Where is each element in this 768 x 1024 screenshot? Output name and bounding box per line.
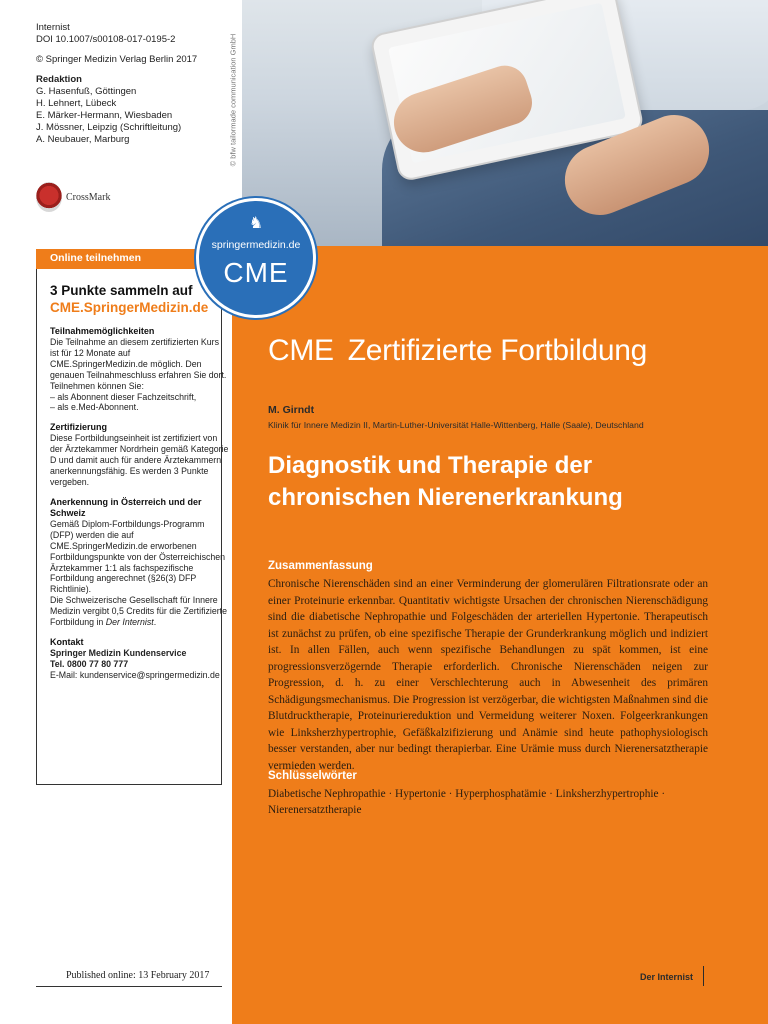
badge-site: springermedizin.de: [211, 239, 301, 251]
points-heading: 3 Punkte sammeln auf: [50, 283, 193, 298]
journal-name: Internist: [36, 22, 70, 33]
section-heading: Zertifizierung: [50, 422, 108, 433]
doi[interactable]: DOI 10.1007/s00108-017-0195-2: [36, 34, 176, 45]
section-body: Diese Fortbildungseinheit ist zertifiziert von der Ärztekammer Nordrhein gemäß Kategorie D und damit auch für andere Ärztekammern anerkennungsfähig. Es werden 3 Punkte vergeben.: [50, 433, 229, 487]
info-box-content: [50, 283, 230, 690]
editor: H. Lehnert, Lübeck: [36, 98, 117, 109]
section-body: Gemäß Diplom-Fortbildungs-Programm (DFP) werden die auf CME.SpringerMedizin.de erworbenen Fortbildungspunkte von der Österreichischen Ärztekammer 1:1 als fachspezifische Fortbildung angerechnet (§26(3) DFP Richtlinie). Die Schweizerische Gesellschaft für Innere Medizin vergibt 0,5 Credits für die Zertifizierte Fortbildung in Der Internist.: [50, 518, 227, 628]
section-heading: Kontakt: [50, 636, 84, 647]
cme-badge[interactable]: [196, 198, 316, 318]
cme-info-box: [36, 245, 229, 785]
section-body: Die Teilnahme an diesem zertifizierten Kurs ist für 12 Monate auf CME.SpringerMedizin.de möglich. Den genauen Teilnahmeschluss erfahren Sie dort. Teilnehmen können Sie: – als Abonnent dieser Fachzeitschrift, – als e.Med-Abonnent.: [50, 337, 227, 413]
editor: J. Mössner, Leipzig (Schriftleitung): [36, 122, 182, 133]
article-title: Diagnostik und Therapie der chronischen Nierenerkrankung: [268, 452, 623, 511]
editor: G. Hasenfuß, Göttingen: [36, 86, 137, 97]
badge-label: CME: [223, 257, 289, 288]
crossmark-icon: [36, 182, 62, 212]
article-metadata: [36, 22, 236, 146]
keywords-heading: Schlüsselwörter: [268, 770, 357, 782]
redaktion-label: Redaktion: [36, 74, 82, 85]
footer-journal: Der Internist: [640, 972, 694, 982]
copyright: © Springer Medizin Verlag Berlin 2017: [36, 54, 198, 65]
header-photo: [242, 0, 768, 246]
abstract-heading: Zusammenfassung: [268, 560, 373, 572]
contact-details: Springer Medizin Kundenservice Tel. 0800 77 80 777 E-Mail: kundenservice@springermedizin.de: [50, 648, 230, 681]
footer-divider: [703, 966, 704, 986]
online-tab[interactable]: Online teilnehmen: [36, 249, 222, 269]
author: M. Girndt: [268, 404, 315, 416]
affiliation: Klinik für Innere Medizin II, Martin-Luther-Universität Halle-Wittenberg, Halle (Saale), Deutschland: [268, 420, 644, 430]
cme-site-link[interactable]: CME.SpringerMedizin.de: [50, 300, 209, 315]
graduation-cap-icon: ♞: [248, 215, 264, 232]
editor: E. Märker-Hermann, Wiesbaden: [36, 110, 173, 121]
crossmark-label: CrossMark: [66, 191, 111, 203]
keywords-text: Diabetische Nephropathie · Hypertonie · Hyperphosphatämie · Linksherzhypertrophie · Nierenersatztherapie: [268, 788, 666, 816]
editor: A. Neubauer, Marburg: [36, 134, 130, 145]
section-heading: Teilnahmemöglichkeiten: [50, 326, 155, 336]
contact-email[interactable]: E-Mail: kundenservice@springermedizin.de: [50, 669, 220, 680]
cme-header: CME Zertifizierte Fortbildung: [268, 334, 648, 367]
photo-credit: © bfw tailormade communication GmbH: [228, 33, 238, 167]
abstract-text: Chronische Nierenschäden sind an einer Verminderung der glomerulären Filtrationsrate oder an einer Proteinurie erkennbar. Quantitativ wichtigste Ursachen der chronischen Nierenschädigung sind die diabetische Nephropathie und Folgeschäden der arteriellen Hypertonie. Therapeutisch ist zunächst zu prüfen, ob eine spezifische Therapie der Grunderkrankung möglich und indiziert ist. In allen Fällen, auch wenn spezifische Behandlungen zu spät kommen, ist eine progressionsverzögernde Therapie erforderlich. Chronische Nierenschäden neigen zur Progression, d. h. zu einer Verschlechterung auch in Abwesenheit des primären Schädigungsmechanismus. Die Progression ist verzögerbar, die wichtigsten Maßnahmen sind die Blutdrucktherapie, Proteinuriereduktion und Vermeidung weiterer Noxen. Folgeerkrankungen wie Linksherzhypertrophie, Gefäßkalzifizierung und Anämie sind heute pathophysiologisch besser verstanden, aber nur bedingt therapierbar. Eine Urämie muss durch Nierenersatztherapie vermieden werden.: [268, 578, 708, 772]
published-date: Published online: 13 February 2017: [36, 967, 222, 987]
crossmark-link[interactable]: [36, 182, 110, 212]
section-heading: Anerkennung in Österreich und der Schweiz: [50, 496, 202, 518]
